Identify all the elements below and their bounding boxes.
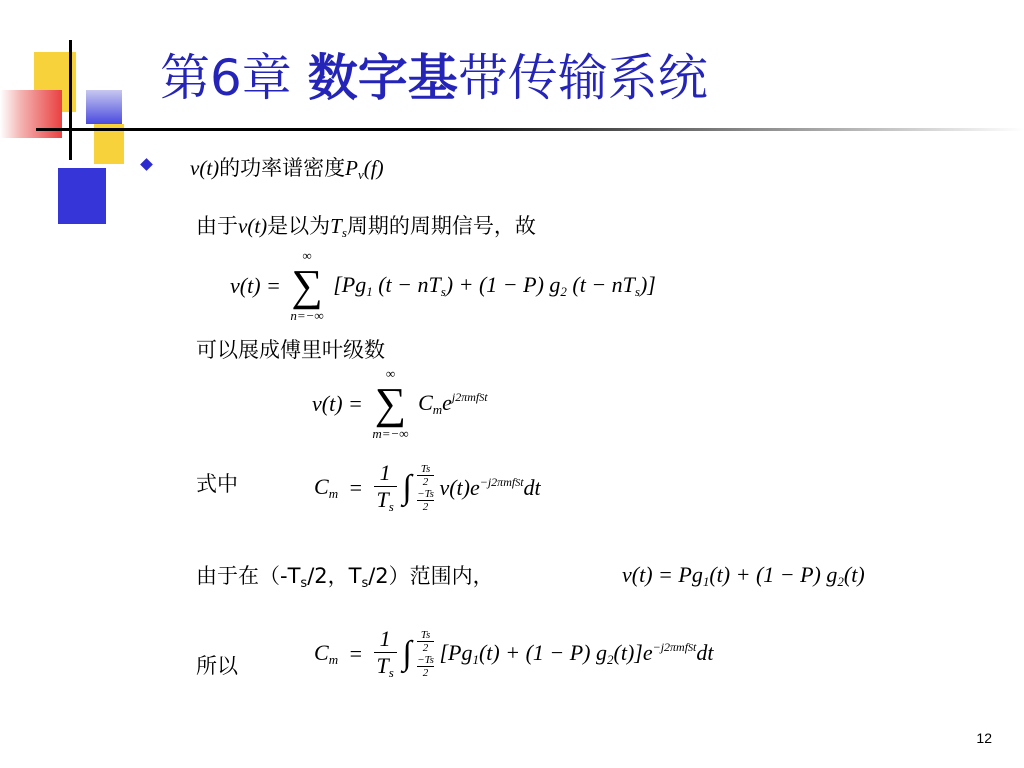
- text-fourier-series: 可以展成傅里叶级数: [196, 338, 385, 362]
- title-underline: [36, 128, 1024, 131]
- text-within-range: 由于在（$-T_s/2$，$T_s/2$）范围内，: [196, 564, 494, 591]
- equation-fourier-series: v(t) = ∞ ∑ m=−∞ $C_me^{j2\pi mfSt}$: [312, 366, 488, 441]
- equation-cm-result: $C_m$ = $\frac{1}{T_s}$ ∫ Ts 2 −Ts 2 [$Pg_1(t) + (1 - P)$ $g_2(t)]e^{-j2\pi mfSt}dt$: [314, 626, 714, 680]
- bullet-diamond-icon: [140, 158, 153, 171]
- slide-title: 第6章 数字基带传输系统: [160, 49, 708, 107]
- text-therefore: 所以: [196, 654, 238, 678]
- decor-blue-square: [58, 168, 106, 224]
- equation-cm-coefficient: $C_m$ = $\frac{1}{T_s}$ ∫ Ts 2 −Ts 2 $v(t)e^{-j2\pi mfSt}dt$: [314, 460, 541, 514]
- bullet-heading: v(t)的功率谱密度$P_v(f)$: [190, 156, 384, 182]
- equation-v-in-period: $v(t) = Pg_1(t) + (1 - P)$ $g_2(t)$: [622, 562, 865, 589]
- text-periodic-signal: 由于v(t)是以为$T_s$周期的周期信号，故: [196, 214, 536, 240]
- decor-blue-small-square: [86, 90, 122, 124]
- text-where: 式中: [196, 472, 238, 496]
- page-number: 12: [976, 730, 992, 746]
- decor-vertical-line: [69, 40, 72, 160]
- equation-v-sum: v(t) = ∞ ∑ n=−∞ [$Pg_1$ $(t - nT_s) + (1 - P)$ $g_2$ $(t - nT_s)$]: [230, 248, 656, 323]
